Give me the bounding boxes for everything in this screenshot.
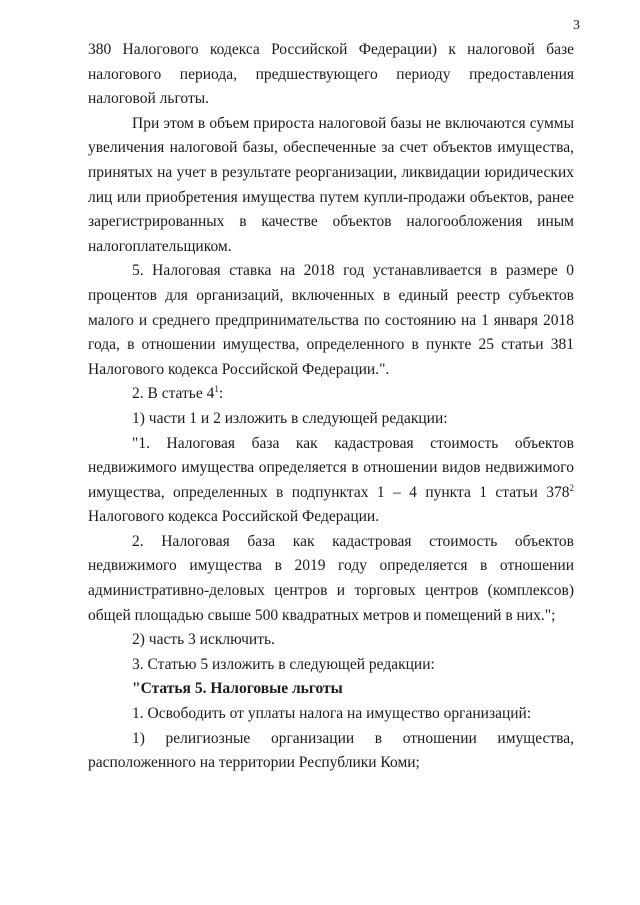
paragraph-article-4-1 — [88, 382, 574, 407]
superscript-1: 1 — [214, 384, 219, 395]
paragraph-tax-base-cadastral — [88, 432, 574, 530]
document-body — [88, 38, 574, 776]
paragraph-exemption: 1. Освободить от уплаты налога на имущество организаций: — [132, 705, 532, 723]
paragraph-parts-1-2: 1) части 1 и 2 изложить в следующей редакции: — [132, 409, 448, 427]
superscript-2: 2 — [569, 482, 574, 493]
paragraph-tax-rate-2018: 5. Налоговая ставка на 2018 год устанавливается в размере 0 процентов для организаций, включенных в единый реестр субъектов малого и среднего предпринимательства по состоянию на 1 января 2018 года, в отношении имущества, определенного в пункте 25 статьи 381 Налогового кодекса Российской Федерации.". — [88, 262, 574, 378]
paragraph-religious-orgs: 1) религиозные организации в отношении имущества, расположенного на территории Республики Коми; — [88, 729, 574, 772]
article-4-1-text: 2. В статье 4 — [132, 385, 215, 403]
paragraph-tax-base-exclusion: При этом в объем прироста налоговой базы не включаются суммы увеличения налоговой базы, обеспеченные за счет объектов имущества, принятых на учет в результате реорганизации, ликвидации юридических лиц или приобретения имущества путем купли-продажи объектов, ранее зарегистрированных в качестве объектов налогообложения иным налогоплательщиком. — [88, 114, 574, 255]
paragraph-article-5-edit: 3. Статью 5 изложить в следующей редакции: — [132, 655, 435, 673]
paragraph-tax-base-2019: 2. Налоговая база как кадастровая стоимость объектов недвижимого имущества в 2019 году определяется в отношении административно-деловых центров и торговых центров (комплексов) общей площадью свыше 500 квадратных метров и помещений в них."; — [88, 532, 574, 624]
paragraph-continuation: 380 Налогового кодекса Российской Федерации) к налоговой базе налогового периода, предшествующего периоду предоставления налоговой льготы. — [88, 41, 574, 108]
article-5-heading: "Статья 5. Налоговые льготы — [132, 680, 343, 698]
page-number: 3 — [573, 18, 580, 33]
cadastral-text: "1. Налоговая база как кадастровая стоимость объектов недвижимого имущества определяется в отношении видов недвижимого имущества, определенных в подпунктах 1 – 4 пункта 1 статьи 378 — [88, 434, 574, 501]
article-4-1-colon: : — [218, 385, 224, 403]
paragraph-part-3-exclude: 2) часть 3 исключить. — [132, 631, 275, 649]
cadastral-text-end: Налогового кодекса Российской Федерации. — [88, 508, 380, 526]
